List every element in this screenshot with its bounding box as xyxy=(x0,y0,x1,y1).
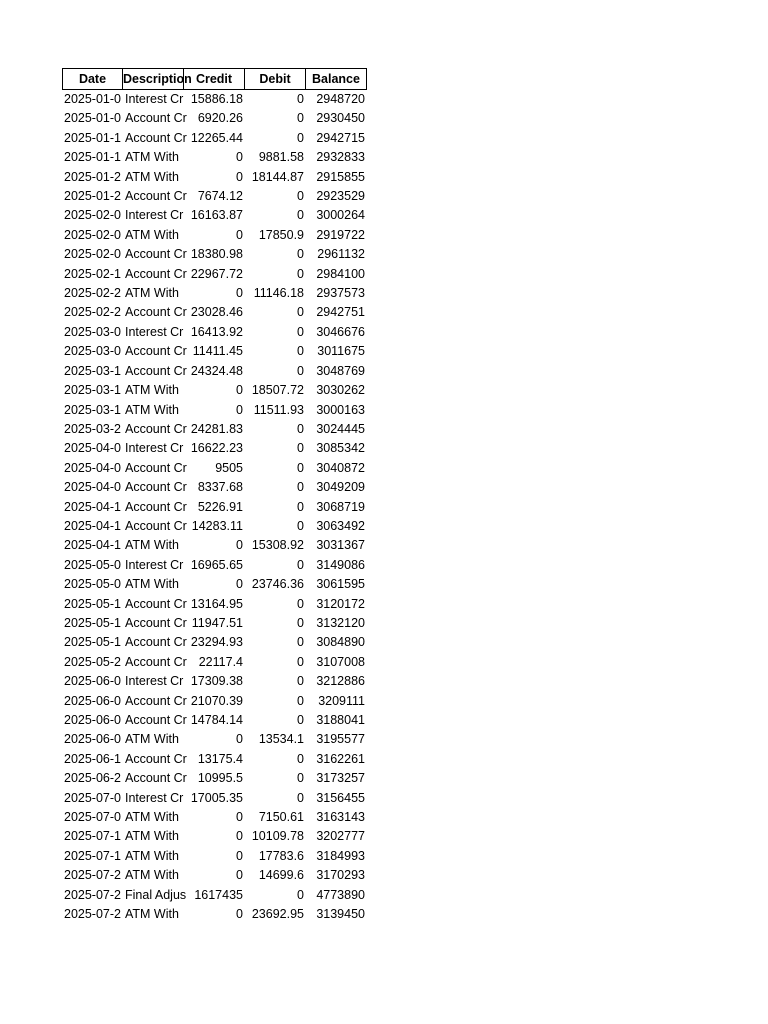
cell-date[interactable]: 2025-01-0 xyxy=(64,92,121,106)
cell-debit[interactable]: 0 xyxy=(297,887,304,902)
cell-balance[interactable]: 2937573 xyxy=(316,286,365,301)
cell-debit[interactable]: 0 xyxy=(297,92,304,106)
table-row xyxy=(62,595,367,614)
cell-debit[interactable]: 17850.9 xyxy=(258,227,304,242)
cell-debit[interactable]: 9881.58 xyxy=(258,150,304,165)
cell-balance[interactable]: 3156455 xyxy=(316,790,365,805)
table-row xyxy=(62,614,367,633)
cell-description[interactable]: Account Cr xyxy=(125,499,187,514)
table-row xyxy=(62,303,367,322)
cell-balance[interactable]: 3162261 xyxy=(316,751,365,766)
cell-date[interactable]: 2025-02-1 xyxy=(64,266,121,281)
cell-debit[interactable]: 0 xyxy=(297,111,304,126)
cell-description[interactable]: ATM With xyxy=(125,810,179,825)
cell-description[interactable]: Account Cr xyxy=(125,635,187,650)
cell-date[interactable]: 2025-07-1 xyxy=(64,829,121,844)
cell-balance[interactable]: 3030262 xyxy=(316,383,365,398)
cell-debit[interactable]: 15308.92 xyxy=(251,538,304,553)
cell-balance[interactable]: 2915855 xyxy=(316,169,365,184)
cell-description[interactable]: Final Adjus xyxy=(125,887,187,902)
table-row xyxy=(62,866,367,885)
cell-date[interactable]: 2025-02-0 xyxy=(64,208,121,223)
cell-balance[interactable]: 3068719 xyxy=(316,499,365,514)
cell-description[interactable]: Interest Cr xyxy=(125,208,184,223)
cell-description[interactable]: Account Cr xyxy=(125,654,187,669)
cell-date[interactable]: 2025-02-2 xyxy=(64,286,121,301)
cell-description[interactable]: Account Cr xyxy=(125,771,187,786)
table-row xyxy=(62,362,367,381)
cell-balance[interactable]: 3195577 xyxy=(316,732,365,747)
table-row xyxy=(62,750,367,769)
cell-credit[interactable]: 0 xyxy=(236,227,243,242)
cell-credit[interactable]: 0 xyxy=(236,383,243,398)
table-row xyxy=(62,711,367,730)
cell-description[interactable]: Account Cr xyxy=(125,344,187,359)
cell-balance[interactable]: 3011675 xyxy=(317,344,365,359)
cell-balance[interactable]: 3046676 xyxy=(316,324,365,339)
table-row xyxy=(62,439,367,458)
cell-credit[interactable]: 12265.44 xyxy=(190,130,243,145)
cell-description[interactable]: ATM With xyxy=(125,732,179,747)
cell-debit[interactable]: 0 xyxy=(297,557,304,572)
cell-debit[interactable]: 0 xyxy=(297,751,304,766)
cell-debit[interactable]: 0 xyxy=(297,654,304,669)
cell-date[interactable]: 2025-06-0 xyxy=(64,674,121,689)
cell-balance[interactable]: 2961132 xyxy=(317,247,365,262)
cell-date[interactable]: 2025-04-1 xyxy=(64,538,121,553)
header-row xyxy=(62,68,367,90)
cell-credit[interactable]: 14283.11 xyxy=(191,518,243,533)
cell-description[interactable]: ATM With xyxy=(125,577,179,592)
cell-description[interactable]: ATM With xyxy=(125,848,179,863)
table-row xyxy=(62,536,367,555)
cell-date[interactable]: 2025-07-1 xyxy=(64,848,121,863)
cell-balance[interactable]: 3120172 xyxy=(316,596,365,611)
cell-balance[interactable]: 3163143 xyxy=(316,810,365,825)
cell-description[interactable]: Account Cr xyxy=(125,751,187,766)
cell-balance[interactable]: 2942751 xyxy=(316,305,365,320)
header-balance[interactable]: Balance xyxy=(306,68,367,90)
cell-description[interactable]: Account Cr xyxy=(125,615,187,630)
cell-credit[interactable]: 17309.38 xyxy=(190,674,243,689)
cell-balance[interactable]: 3173257 xyxy=(316,771,365,786)
cell-credit[interactable]: 16622.23 xyxy=(190,441,243,456)
cell-debit[interactable]: 0 xyxy=(297,480,304,495)
cell-date[interactable]: 2025-03-0 xyxy=(64,344,121,359)
cell-credit[interactable]: 11947.51 xyxy=(191,615,243,630)
cell-date[interactable]: 2025-07-2 xyxy=(64,907,121,922)
cell-credit[interactable]: 1617435 xyxy=(194,887,243,902)
cell-debit[interactable]: 11146.18 xyxy=(253,286,304,301)
cell-date[interactable]: 2025-04-0 xyxy=(64,460,121,475)
cell-balance[interactable]: 2984100 xyxy=(316,266,365,281)
cell-credit[interactable]: 7674.12 xyxy=(197,189,243,204)
table-row xyxy=(62,420,367,439)
cell-description[interactable]: Account Cr xyxy=(125,130,187,145)
cell-date[interactable]: 2025-02-0 xyxy=(64,247,121,262)
table-row xyxy=(62,808,367,827)
cell-credit[interactable]: 0 xyxy=(236,868,243,883)
table-row xyxy=(62,517,367,536)
table-row xyxy=(62,575,367,594)
cell-date[interactable]: 2025-04-1 xyxy=(64,518,121,533)
cell-credit[interactable]: 9505 xyxy=(215,460,243,475)
cell-debit[interactable]: 0 xyxy=(297,421,304,436)
cell-description[interactable]: ATM With xyxy=(125,868,179,883)
cell-balance[interactable]: 2942715 xyxy=(316,130,365,145)
cell-debit[interactable]: 0 xyxy=(297,713,304,727)
header-debit[interactable]: Debit xyxy=(245,68,306,90)
cell-debit[interactable]: 17783.6 xyxy=(258,848,304,863)
cell-date[interactable]: 2025-07-2 xyxy=(64,868,121,883)
cell-balance[interactable]: 3209111 xyxy=(318,693,365,708)
cell-date[interactable]: 2025-05-1 xyxy=(64,635,121,650)
cell-balance[interactable]: 3132120 xyxy=(316,615,365,630)
cell-description[interactable]: Account Cr xyxy=(125,111,187,126)
cell-description[interactable]: Interest Cr xyxy=(125,441,184,456)
table-row xyxy=(62,401,367,420)
cell-credit[interactable]: 22117.4 xyxy=(198,654,243,669)
spreadsheet-table xyxy=(62,68,367,924)
table-row xyxy=(62,886,367,905)
cell-balance[interactable]: 3000163 xyxy=(316,402,365,417)
table-row xyxy=(62,498,367,517)
cell-date[interactable]: 2025-06-0 xyxy=(64,732,121,747)
cell-debit[interactable]: 18144.87 xyxy=(251,169,304,184)
cell-balance[interactable]: 3084890 xyxy=(316,635,365,650)
cell-description[interactable]: Interest Cr xyxy=(125,674,184,689)
table-row xyxy=(62,847,367,866)
cell-debit[interactable]: 13534.1 xyxy=(258,732,304,747)
cell-balance[interactable]: 3202777 xyxy=(316,829,365,844)
cell-debit[interactable]: 18507.72 xyxy=(251,383,304,398)
cell-date[interactable]: 2025-07-0 xyxy=(64,790,121,805)
cell-date[interactable]: 2025-01-1 xyxy=(64,150,121,165)
table-row xyxy=(62,653,367,672)
cell-debit[interactable]: 23746.36 xyxy=(251,577,304,592)
table-row xyxy=(62,148,367,167)
cell-date[interactable]: 2025-04-0 xyxy=(64,480,121,495)
cell-credit[interactable]: 0 xyxy=(236,150,243,165)
cell-debit[interactable]: 7150.61 xyxy=(258,810,304,825)
cell-description[interactable]: Account Cr xyxy=(125,713,187,727)
cell-credit[interactable]: 0 xyxy=(236,848,243,863)
cell-credit[interactable]: 16413.92 xyxy=(190,324,243,339)
cell-description[interactable]: Account Cr xyxy=(125,266,187,281)
cell-date[interactable]: 2025-02-2 xyxy=(64,305,121,320)
cell-debit[interactable]: 0 xyxy=(297,441,304,456)
cell-description[interactable]: Account Cr xyxy=(125,480,187,495)
cell-credit[interactable]: 23294.93 xyxy=(190,635,243,650)
cell-description[interactable]: ATM With xyxy=(125,383,179,398)
cell-date[interactable]: 2025-05-0 xyxy=(64,557,121,572)
cell-credit[interactable]: 24281.83 xyxy=(190,421,243,436)
cell-balance[interactable]: 3063492 xyxy=(316,518,365,533)
cell-debit[interactable]: 0 xyxy=(297,693,304,708)
table-row xyxy=(62,323,367,342)
cell-credit[interactable]: 10995.5 xyxy=(197,771,243,786)
cell-date[interactable]: 2025-01-1 xyxy=(64,130,121,145)
cell-description[interactable]: Interest Cr xyxy=(125,324,184,339)
cell-credit[interactable]: 23028.46 xyxy=(190,305,243,320)
table-row xyxy=(62,187,367,206)
cell-description[interactable]: Account Cr xyxy=(125,305,187,320)
cell-balance[interactable]: 3139450 xyxy=(316,907,365,922)
cell-debit[interactable]: 0 xyxy=(297,596,304,611)
cell-credit[interactable]: 16163.87 xyxy=(190,208,243,223)
cell-credit[interactable]: 13175.4 xyxy=(197,751,243,766)
cell-date[interactable]: 2025-06-0 xyxy=(64,713,121,727)
cell-debit[interactable]: 0 xyxy=(297,363,304,378)
cell-description[interactable]: Account Cr xyxy=(125,247,187,262)
table-row xyxy=(62,789,367,808)
cell-balance[interactable]: 3212886 xyxy=(316,674,365,689)
cell-debit[interactable]: 0 xyxy=(297,344,304,359)
cell-description[interactable]: ATM With xyxy=(125,286,179,301)
cell-credit[interactable]: 0 xyxy=(236,732,243,747)
cell-date[interactable]: 2025-06-1 xyxy=(64,751,121,766)
cell-credit[interactable]: 14784.14 xyxy=(190,713,243,727)
table-row xyxy=(62,265,367,284)
cell-debit[interactable]: 0 xyxy=(297,189,304,204)
cell-debit[interactable]: 0 xyxy=(297,130,304,145)
cell-credit[interactable]: 13164.95 xyxy=(190,596,243,611)
cell-balance[interactable]: 2919722 xyxy=(316,227,365,242)
cell-description[interactable]: Account Cr xyxy=(125,460,187,475)
table-row xyxy=(62,692,367,711)
cell-credit[interactable]: 16965.65 xyxy=(190,557,243,572)
cell-credit[interactable]: 0 xyxy=(236,829,243,844)
cell-credit[interactable]: 0 xyxy=(236,810,243,825)
cell-balance[interactable]: 2923529 xyxy=(316,189,365,204)
cell-balance[interactable]: 3061595 xyxy=(316,577,365,592)
cell-description[interactable]: ATM With xyxy=(125,907,179,922)
cell-description[interactable]: Account Cr xyxy=(125,363,187,378)
cell-date[interactable]: 2025-03-2 xyxy=(64,421,121,436)
cell-description[interactable]: Interest Cr xyxy=(125,557,184,572)
cell-balance[interactable]: 3049209 xyxy=(316,480,365,495)
table-row xyxy=(62,459,367,478)
cell-date[interactable]: 2025-05-1 xyxy=(64,596,121,611)
cell-balance[interactable]: 3040872 xyxy=(316,460,365,475)
cell-debit[interactable]: 0 xyxy=(297,499,304,514)
cell-balance[interactable]: 3048769 xyxy=(316,363,365,378)
cell-credit[interactable]: 0 xyxy=(236,169,243,184)
cell-credit[interactable]: 24324.48 xyxy=(190,363,243,378)
table-row xyxy=(62,556,367,575)
cell-description[interactable]: Interest Cr xyxy=(125,790,184,805)
cell-balance[interactable]: 3170293 xyxy=(316,868,365,883)
cell-description[interactable]: ATM With xyxy=(125,538,179,553)
cell-debit[interactable]: 11511.93 xyxy=(253,402,304,417)
cell-balance[interactable]: 3149086 xyxy=(316,557,365,572)
cell-debit[interactable]: 0 xyxy=(297,460,304,475)
cell-date[interactable]: 2025-06-2 xyxy=(64,771,121,786)
table-row xyxy=(62,672,367,691)
cell-description[interactable]: ATM With xyxy=(125,402,179,417)
cell-description[interactable]: ATM With xyxy=(125,150,179,165)
cell-description[interactable]: Interest Cr xyxy=(125,92,184,106)
cell-date[interactable]: 2025-05-1 xyxy=(64,615,121,630)
cell-balance[interactable]: 3024445 xyxy=(316,421,365,436)
cell-date[interactable]: 2025-03-1 xyxy=(64,363,121,378)
cell-debit[interactable]: 0 xyxy=(297,208,304,223)
cell-debit[interactable]: 0 xyxy=(297,518,304,533)
cell-description[interactable]: ATM With xyxy=(125,227,179,242)
cell-date[interactable]: 2025-01-0 xyxy=(64,111,121,126)
cell-balance[interactable]: 2930450 xyxy=(316,111,365,126)
cell-credit[interactable]: 0 xyxy=(236,538,243,553)
cell-debit[interactable]: 23692.95 xyxy=(251,907,304,922)
cell-date[interactable]: 2025-04-0 xyxy=(64,441,121,456)
cell-debit[interactable]: 0 xyxy=(297,790,304,805)
cell-description[interactable]: ATM With xyxy=(125,829,179,844)
table-row xyxy=(62,633,367,652)
cell-balance[interactable]: 4773890 xyxy=(316,887,365,902)
table-row xyxy=(62,245,367,264)
table-body xyxy=(62,90,367,924)
cell-debit[interactable]: 0 xyxy=(297,635,304,650)
table-row xyxy=(62,129,367,148)
cell-debit[interactable]: 0 xyxy=(297,305,304,320)
cell-date[interactable]: 2025-02-0 xyxy=(64,227,121,242)
cell-description[interactable]: Account Cr xyxy=(125,421,187,436)
table-row xyxy=(62,206,367,225)
table-row xyxy=(62,827,367,846)
cell-balance[interactable]: 2948720 xyxy=(316,92,365,106)
cell-credit[interactable]: 6920.26 xyxy=(197,111,243,126)
cell-balance[interactable]: 3085342 xyxy=(316,441,365,456)
table-row xyxy=(62,342,367,361)
cell-date[interactable]: 2025-03-0 xyxy=(64,324,121,339)
cell-date[interactable]: 2025-01-2 xyxy=(64,189,121,204)
table-row xyxy=(62,284,367,303)
cell-credit[interactable]: 5226.91 xyxy=(197,499,243,514)
cell-credit[interactable]: 0 xyxy=(236,577,243,592)
cell-description[interactable]: ATM With xyxy=(125,169,179,184)
cell-credit[interactable]: 0 xyxy=(236,907,243,922)
cell-balance[interactable]: 3031367 xyxy=(316,538,365,553)
table-row xyxy=(62,90,367,109)
cell-debit[interactable]: 0 xyxy=(297,324,304,339)
table-row xyxy=(62,168,367,187)
cell-balance[interactable]: 3107008 xyxy=(316,654,365,669)
cell-credit[interactable]: 11411.45 xyxy=(192,344,243,359)
cell-description[interactable]: Account Cr xyxy=(125,189,187,204)
table-row xyxy=(62,109,367,128)
cell-description[interactable]: Account Cr xyxy=(125,693,187,708)
cell-date[interactable]: 2025-05-2 xyxy=(64,654,121,669)
cell-credit[interactable]: 18380.98 xyxy=(190,247,243,262)
cell-credit[interactable]: 0 xyxy=(236,286,243,301)
cell-description[interactable]: Account Cr xyxy=(125,596,187,611)
cell-date[interactable]: 2025-07-0 xyxy=(64,810,121,825)
cell-date[interactable]: 2025-01-2 xyxy=(64,169,121,184)
table-row xyxy=(62,478,367,497)
cell-credit[interactable]: 8337.68 xyxy=(197,480,243,495)
table-row xyxy=(62,226,367,245)
header-date[interactable]: Date xyxy=(62,68,123,90)
cell-debit[interactable]: 0 xyxy=(297,615,304,630)
cell-balance[interactable]: 3188041 xyxy=(316,713,365,727)
cell-debit[interactable]: 10109.78 xyxy=(251,829,304,844)
cell-date[interactable]: 2025-03-1 xyxy=(64,383,121,398)
cell-description[interactable]: Account Cr xyxy=(125,518,187,533)
cell-balance[interactable]: 3184993 xyxy=(316,848,365,863)
cell-balance[interactable]: 2932833 xyxy=(316,150,365,165)
cell-debit[interactable]: 0 xyxy=(297,247,304,262)
cell-debit[interactable]: 0 xyxy=(297,674,304,689)
table-row xyxy=(62,381,367,400)
cell-credit[interactable]: 22967.72 xyxy=(190,266,243,281)
header-description[interactable]: Description xyxy=(123,68,184,90)
cell-date[interactable]: 2025-07-2 xyxy=(64,887,121,902)
cell-debit[interactable]: 14699.6 xyxy=(258,868,304,883)
cell-credit[interactable]: 15886.18 xyxy=(190,92,243,106)
table-row xyxy=(62,730,367,749)
table-row xyxy=(62,769,367,788)
cell-debit[interactable]: 0 xyxy=(297,771,304,786)
cell-date[interactable]: 2025-05-0 xyxy=(64,577,121,592)
header-credit[interactable]: Credit xyxy=(184,68,245,90)
cell-credit[interactable]: 17005.35 xyxy=(190,790,243,805)
cell-date[interactable]: 2025-06-0 xyxy=(64,693,121,708)
cell-date[interactable]: 2025-04-1 xyxy=(64,499,121,514)
cell-date[interactable]: 2025-03-1 xyxy=(64,402,121,417)
cell-credit[interactable]: 0 xyxy=(236,402,243,417)
table-row xyxy=(62,905,367,924)
cell-credit[interactable]: 21070.39 xyxy=(190,693,243,708)
cell-balance[interactable]: 3000264 xyxy=(316,208,365,223)
cell-debit[interactable]: 0 xyxy=(297,266,304,281)
